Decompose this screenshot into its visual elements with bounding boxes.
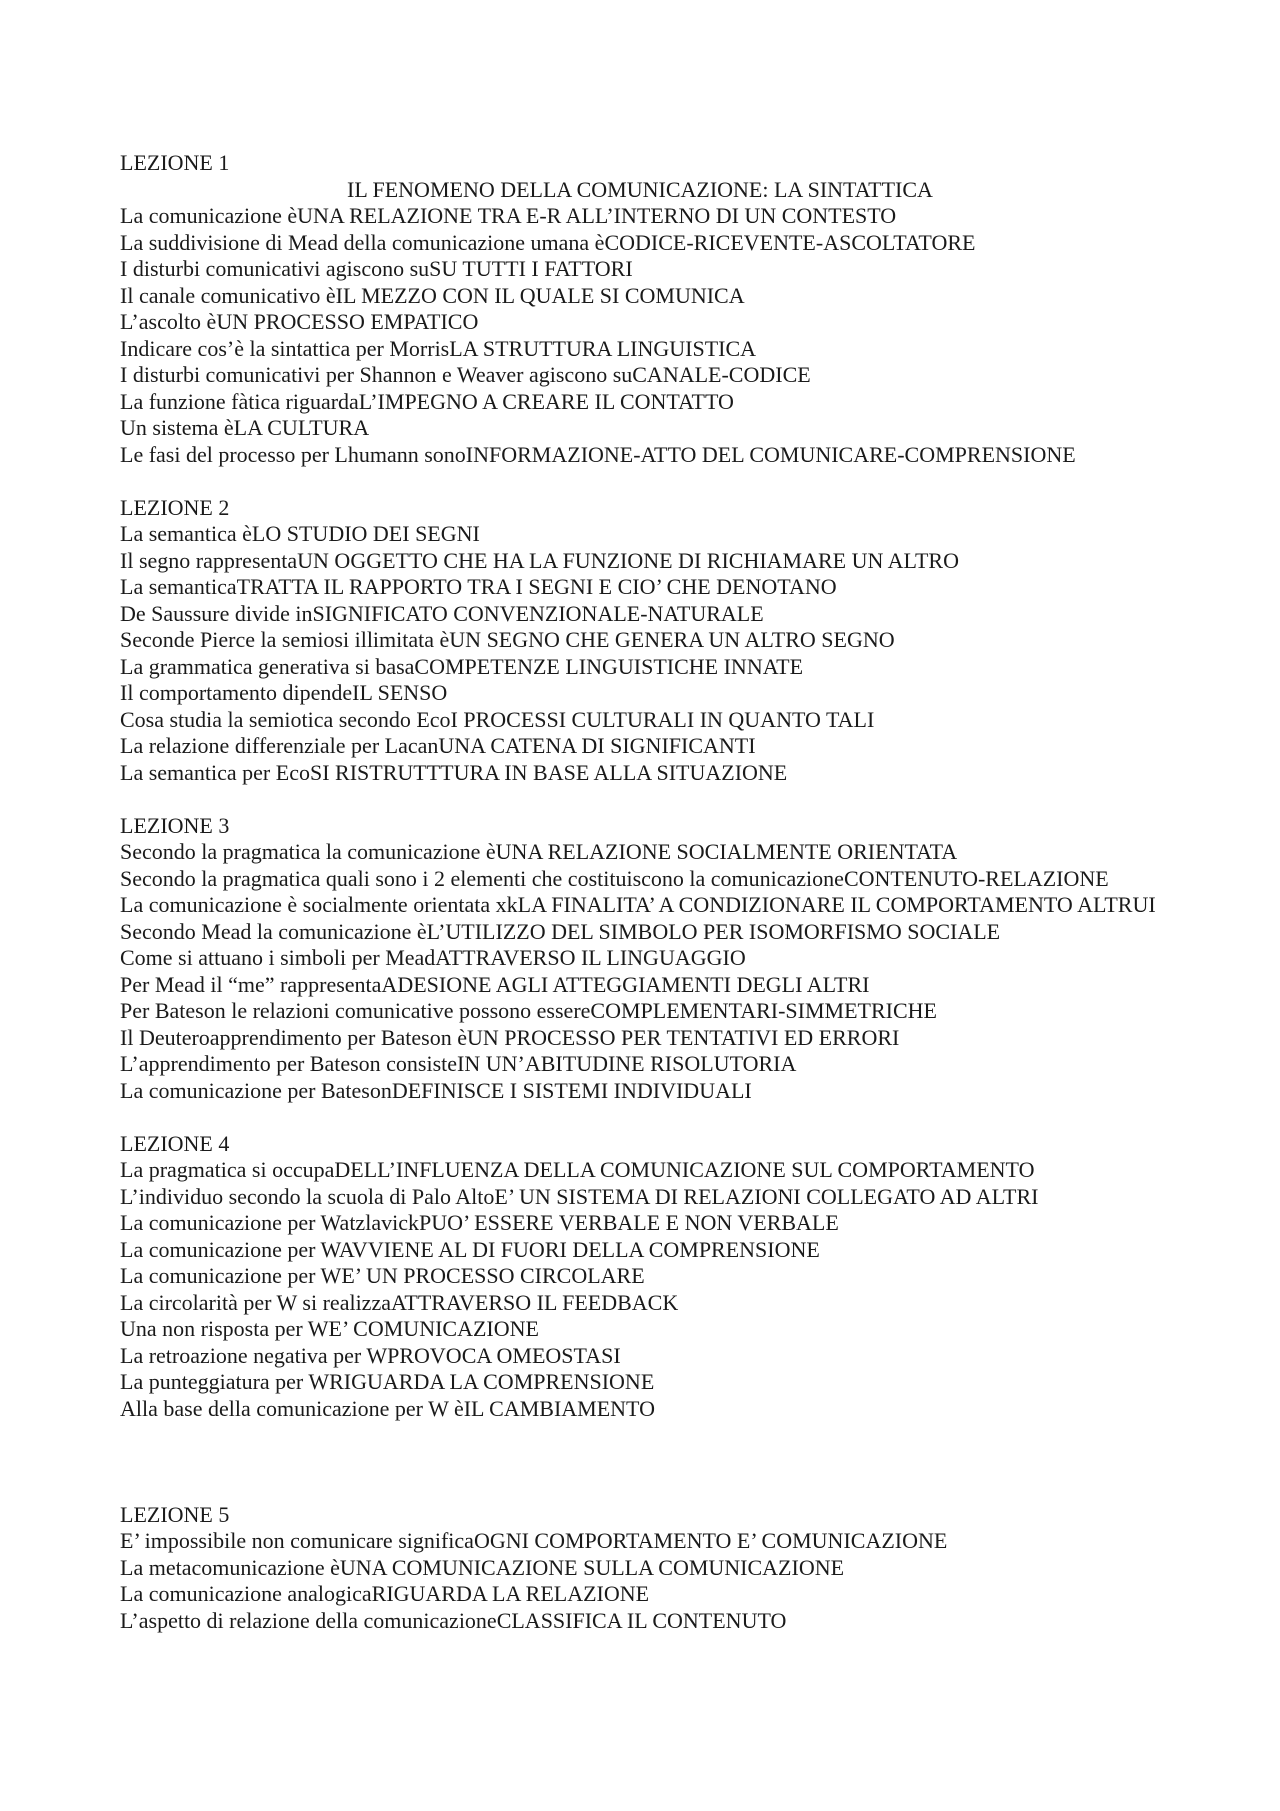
section-spacer	[120, 468, 1160, 495]
question-line: L’aspetto di relazione della comunicazioneCLASSIFICA IL CONTENUTO	[120, 1607, 787, 1633]
question-line: L’individuo secondo la scuola di Palo AltoE’ UN SISTEMA DI RELAZIONI COLLEGATO AD ALTRI	[120, 1183, 1039, 1209]
question-list	[120, 203, 1160, 468]
question-line: Per Mead il “me” rappresentaADESIONE AGLI ATTEGGIAMENTI DEGLI ALTRI	[120, 971, 870, 997]
question-line: Cosa studia la semiotica secondo EcoI PROCESSI CULTURALI IN QUANTO TALI	[120, 706, 875, 732]
question-line: E’ impossibile non comunicare significaOGNI COMPORTAMENTO E’ COMUNICAZIONE	[120, 1528, 948, 1553]
question-line: Il Deuteroapprendimento per Bateson èUN PROCESSO PER TENTATIVI ED ERRORI	[120, 1024, 900, 1050]
question-line: La semanticaTRATTA IL RAPPORTO TRA I SEGNI E CIO’ CHE DENOTANO	[120, 574, 837, 599]
question-line: La pragmatica si occupaDELL’INFLUENZA DELLA COMUNICAZIONE SUL COMPORTAMENTO	[120, 1157, 1035, 1182]
question-line: La comunicazione per WatzlavickPUO’ ESSERE VERBALE E NON VERBALE	[120, 1210, 839, 1235]
question-line: Le fasi del processo per Lhumann sonoINFORMAZIONE-ATTO DEL COMUNICARE-COMPRENSIONE	[120, 441, 1076, 467]
question-line: La comunicazione èUNA RELAZIONE TRA E-R ALL’INTERNO DI UN CONTESTO	[120, 203, 897, 228]
section-spacer	[120, 1422, 1160, 1502]
question-line: La comunicazione è socialmente orientata xkLA FINALITA’ A CONDIZIONARE IL COMPORTAMENTO ALTRUI	[120, 892, 1156, 917]
question-line: L’apprendimento per Bateson consisteIN UN’ABITUDINE RISOLUTORIA	[120, 1051, 797, 1076]
question-line: De Saussure divide inSIGNIFICATO CONVENZIONALE-NATURALE	[120, 600, 764, 626]
question-line: Per Bateson le relazioni comunicative possono essereCOMPLEMENTARI-SIMMETRICHE	[120, 998, 937, 1023]
question-list	[120, 919, 1160, 1105]
question-line: La semantica èLO STUDIO DEI SEGNI	[120, 521, 480, 546]
lesson-1-section	[120, 150, 1160, 468]
question-line: Un sistema èLA CULTURA	[120, 415, 370, 440]
question-line: La comunicazione analogicaRIGUARDA LA RELAZIONE	[120, 1581, 650, 1606]
question-list	[120, 839, 1160, 866]
question-line: Il comportamento dipendeIL SENSO	[120, 680, 448, 705]
lesson-heading: LEZIONE 1	[120, 150, 230, 175]
question-line: I disturbi comunicativi per Shannon e Weaver agiscono suCANALE-CODICE	[120, 362, 811, 387]
question-line: Il canale comunicativo èIL MEZZO CON IL QUALE SI COMUNICA	[120, 282, 745, 308]
question-line: La grammatica generativa si basaCOMPETENZE LINGUISTICHE INNATE	[120, 653, 804, 679]
question-list	[120, 1157, 1160, 1422]
question-line: La retroazione negativa per WPROVOCA OMEOSTASI	[120, 1342, 621, 1368]
question-line: La comunicazione per WE’ UN PROCESSO CIRCOLARE	[120, 1263, 645, 1288]
question-line: L’ascolto èUN PROCESSO EMPATICO	[120, 309, 479, 334]
question-line: Secondo Mead la comunicazione èL’UTILIZZO DEL SIMBOLO PER ISOMORFISMO SOCIALE	[120, 918, 1001, 944]
question-line: Come si attuano i simboli per MeadATTRAVERSO IL LINGUAGGIO	[120, 945, 746, 970]
question-line: La circolarità per W si realizzaATTRAVERSO IL FEEDBACK	[120, 1289, 679, 1315]
document-page	[120, 150, 1160, 1634]
question-list	[120, 1528, 1160, 1634]
question-list-wrapped	[120, 866, 1160, 919]
question-list	[120, 521, 1160, 786]
lesson-heading: LEZIONE 3	[120, 812, 230, 838]
question-line: Una non risposta per WE’ COMUNICAZIONE	[120, 1316, 539, 1341]
question-line: La relazione differenziale per LacanUNA CATENA DI SIGNIFICANTI	[120, 733, 756, 758]
question-line: La metacomunicazione èUNA COMUNICAZIONE SULLA COMUNICAZIONE	[120, 1554, 845, 1580]
question-line: Secondo la pragmatica la comunicazione èUNA RELAZIONE SOCIALMENTE ORIENTATA	[120, 839, 958, 864]
section-spacer	[120, 786, 1160, 813]
question-line: La comunicazione per WAVVIENE AL DI FUORI DELLA COMPRENSIONE	[120, 1236, 820, 1262]
question-line: La funzione fàtica riguardaL’IMPEGNO A CREARE IL CONTATTO	[120, 388, 734, 414]
question-line: La comunicazione per BatesonDEFINISCE I SISTEMI INDIVIDUALI	[120, 1077, 752, 1103]
lesson-heading: LEZIONE 5	[120, 1501, 230, 1527]
question-line: I disturbi comunicativi agiscono suSU TUTTI I FATTORI	[120, 256, 633, 281]
section-spacer	[120, 1104, 1160, 1131]
question-line: Secondo la pragmatica quali sono i 2 elementi che costituiscono la comunicazioneCONTENUTO-RELAZIONE	[120, 865, 1109, 891]
question-line: Indicare cos’è la sintattica per MorrisLA STRUTTURA LINGUISTICA	[120, 335, 757, 361]
question-line: La semantica per EcoSI RISTRUTTTURA IN BASE ALLA SITUAZIONE	[120, 759, 788, 785]
lesson-4-section	[120, 1131, 1160, 1423]
lesson-5-section	[120, 1502, 1160, 1635]
lesson-3-section	[120, 813, 1160, 1105]
question-line: Alla base della comunicazione per W èIL CAMBIAMENTO	[120, 1395, 655, 1421]
lesson-heading: LEZIONE 2	[120, 494, 230, 520]
lesson-2-section	[120, 495, 1160, 787]
question-line: Il segno rappresentaUN OGGETTO CHE HA LA FUNZIONE DI RICHIAMARE UN ALTRO	[120, 547, 959, 573]
question-line: La suddivisione di Mead della comunicazione umana èCODICE-RICEVENTE-ASCOLTATORE	[120, 229, 976, 255]
lesson-heading: LEZIONE 4	[120, 1130, 230, 1156]
question-line: Seconde Pierce la semiosi illimitata èUN SEGNO CHE GENERA UN ALTRO SEGNO	[120, 627, 895, 652]
question-line: La punteggiatura per WRIGUARDA LA COMPRENSIONE	[120, 1369, 655, 1394]
lesson-title: IL FENOMENO DELLA COMUNICAZIONE: LA SINTATTICA	[347, 176, 933, 202]
